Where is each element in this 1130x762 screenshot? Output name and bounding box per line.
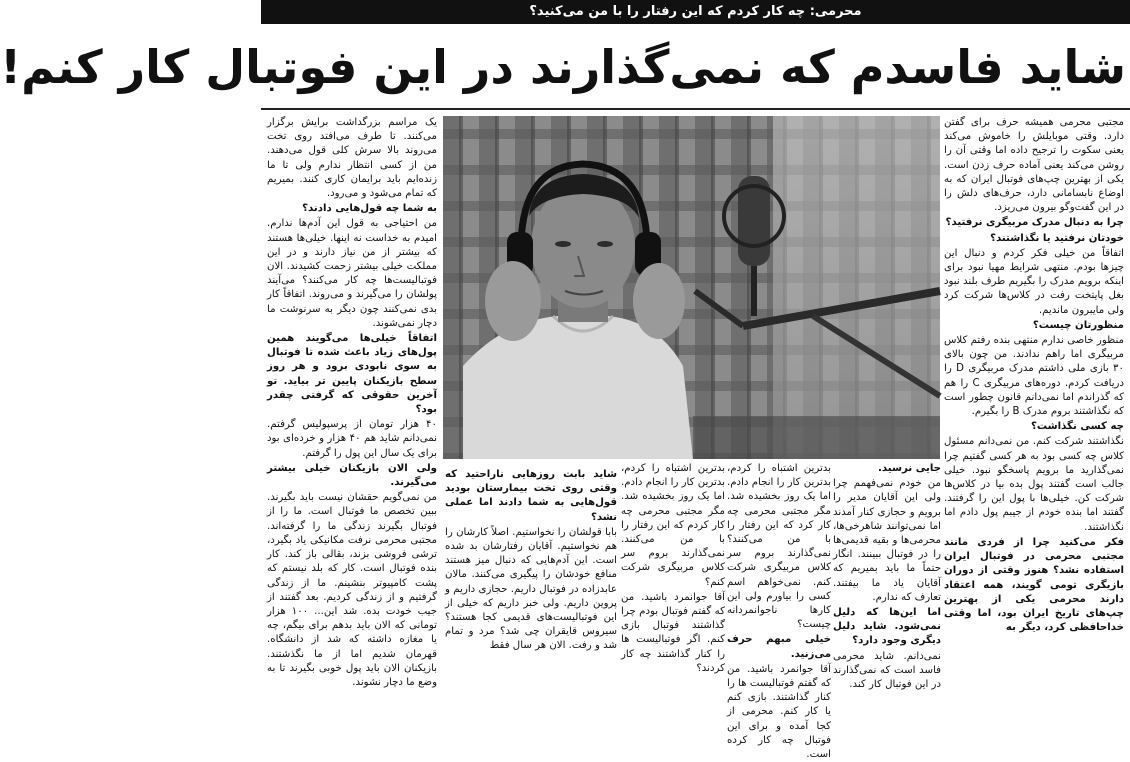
question-paragraph: اما این‌ها که دلیل نمی‌شود. شاید دلیل دیگری وجود دارد؟ bbox=[833, 607, 941, 647]
answer-paragraph: منظور خاصی ندارم منتهی بنده رفتم کلاس مربیگری اما راهم ندادند. من چون بالای ۳۰ بازی ملی داشتم مدرک مربیگری D را دریافت کردم. دوره‌های مربیگری C را هم که گذراندم اما نمی‌دانم قانون چطور است که نگذاشتند بروم مدرک B را بگیرم. bbox=[944, 335, 1124, 418]
answer-paragraph: بدترین اشتباه را کردم، بدترین کار را انجام دادم. اما یک روز بخشیده شد. مگر مجتبی محرمی چه کار کرد که این رفتار را با من می‌کنند؟ نمی‌گذارند بروم سر کلاس مربیگری شرکت کنم. نمی‌خواهم اسم کسی را بیاورم ولی این کارها ناجوانمردانه چیست؟ bbox=[727, 463, 831, 631]
column-bottom-2 bbox=[727, 462, 831, 761]
answer-paragraph: من احتیاجی به قول این آدم‌ها ندارم. امیدم به خداست نه اینها. خیلی‌ها هستند که بیشتر از من نیاز دارند و در این مملکت خیلی بیشتر زحمت کشیدند. الان فوتبالیست‌ها چه کار می‌کنند؟ می‌آیند پولشان را می‌گیرند و می‌روند. اتفاقاً کار بدی نمی‌کنند چون دیگر به سرنوشت ما دچار نمی‌شوند. bbox=[267, 218, 437, 329]
question-paragraph: خیلی مبهم حرف می‌زنید. bbox=[727, 634, 831, 660]
answer-paragraph: بدترین اشتباه را کردم، بدترین کار را انجام دادم. اما یک روز بخشیده شد. مگر مجتبی محرمی چه کار کردم که این رفتار را با من می‌کنند. نمی‌گذارند بروم سر کلاس مربیگری شرکت کنم؟ bbox=[621, 463, 725, 588]
answer-paragraph: ۴۰ هزار تومان از پرسپولیس گرفتم. نمی‌دانم شاید هم ۴۰ هزار و خرده‌ای بود برای یک سال این پول را گرفتم. bbox=[267, 419, 437, 459]
answer-paragraph: آقا جوانمرد باشید. من که گفتم فوتبالیست ها را کنار گذاشتند. بازی کنم یا کار کنم. محرمی از کجا آمده و برای این فوتبال چه کار کرده است. bbox=[727, 663, 831, 761]
question-paragraph: اتفاقاً خیلی‌ها می‌گویند همین پول‌های زیاد باعث شده تا فوتبال به سوی نابودی برود و هر روز سطح بازیکنان پایین تر بیاید. تو آخرین حقوقی که گرفتی چقدر بود؟ bbox=[267, 333, 437, 416]
answer-paragraph: مجتبی محرمی همیشه حرف برای گفتن دارد. وقتی موبایلش را خاموش می‌کند یعنی سکوت را ترجیح داده اما وقتی آن را روشن می‌کند یعنی آماده حرف زدن است. یکی از بهترین چپ‌های فوتبال ایران که به اوضاع نابسامانی دارد، حرف‌های دلش را در این گفت‌وگو بیرون می‌ریزد. bbox=[944, 117, 1124, 214]
question-paragraph: جایی نرسید. bbox=[878, 463, 941, 474]
question-paragraph: خودتان نرفتید یا نگذاشتند؟ bbox=[990, 232, 1124, 244]
column-left bbox=[267, 116, 437, 688]
question-paragraph: چرا به دنبال مدرک مربیگری نرفتید؟ bbox=[945, 217, 1124, 229]
answer-paragraph: من نمی‌گویم حقشان نیست باید بگیرند. ببین تخصص ما فوتبال است. ما را از فوتبال بگیرند زندگی ما را گرفته‌اند. مجتبی محرمی نرفت مکانیکی یاد بگیرد، ترشی فروشی بزند، بقالی باز کند. کار بنده فوتبال است. کار که بلد نیستم که پشت کامپیوتر بنشینم. ما از زندگی گرفتیم و از زندگی کردیم. بعد گفتند از جیب خودت بده. شد این... ۱۰۰ هزار تومانی که الان باید بدهم برای بیگم، چه یا مغازه داشته که شد از دانشگاه. قهرمان شدیم اما از ما نگذشتند. بازیکنان الان باید پول خوبی بگیرند تا به وضع ما دچار نشوند. bbox=[267, 492, 437, 688]
kicker: محرمی: چه کار کردم که این رفتار را با من می‌کنید؟ bbox=[261, 0, 1130, 24]
photo-illustration bbox=[443, 116, 940, 459]
question-paragraph: منظورتان چیست؟ bbox=[1032, 319, 1124, 331]
column-bottom-4 bbox=[445, 468, 617, 652]
answer-paragraph: نمی‌دانم. شاید محرمی فاسد است که نمی‌گذارند در این فوتبال کار کند. bbox=[833, 650, 941, 691]
column-bottom-1 bbox=[833, 462, 941, 691]
question-paragraph: چه کسی نگذاشت؟ bbox=[1030, 421, 1124, 433]
answer-paragraph: اتفاقاً من خیلی فکر کردم و دنبال این چیزها بودم. منتهی شرایط مهیا نبود برای اینکه برویم مدرک را بگیریم طرف بلند نبود بغل پایتخت رفت در کلاس‌ها شرکت کرد ولی مایبرون ماندیم. bbox=[944, 247, 1124, 316]
answer-paragraph: آقا جوانمرد باشید. من که گفتم فوتبال بودم چرا گذاشتند فوتبال بازی کنم. اگر فوتبالیست ها را کنار گذاشتند چه کار کردند؟ bbox=[621, 591, 725, 674]
column-right bbox=[944, 116, 1124, 646]
question-paragraph: شاید بابت روزهایی ناراحتید که وقتی روی تخت بیمارستان بودید قول‌هایی به شما دادند اما عملی نشد؟ bbox=[445, 469, 617, 523]
column-bottom-3 bbox=[621, 462, 725, 674]
answer-paragraph: من خودم نمی‌فهمم چرا ولی این آقایان مدیر را برویم و حجازی کنار آمدند اما نمی‌توانند شاهرخی‌ها، محرمی‌ها و بقیه قدیمی‌ها را در فوتبال ببینند. انگار حتماً ما باید بمیریم که آقایان یاد ما بیفتند. تعارف که ندارم. bbox=[833, 478, 941, 603]
headline: شاید فاسدم که نمی‌گذارند در این فوتبال کار کنم! bbox=[0, 40, 1126, 94]
answer-paragraph: بابا قولشان را نخواستیم. اصلاً کارشان را هم نخواستیم. آقایان رفتارشان بد شده است. این آدم‌هایی که دنبال میز هستند منافع خودشان را پیگیری می‌کنند. مالان عابدزاده در فوتبال داریم. حجازی داریم و پروین داریم. ولی خبر داریم که خیلی از این فوتبالیست‌های قدیمی کجا هستند؟ سیروس قایقران چی شد؟ مرد و تمام شد و رفت. الان هر سال فقط bbox=[445, 526, 617, 652]
headline-rule bbox=[261, 108, 1130, 110]
question-paragraph: به شما چه قول‌هایی دادند؟ bbox=[302, 203, 437, 215]
question-paragraph: فکر می‌کنید چرا از فردی مانند مجتبی محرمی در فوتبال ایران استفاده نشد؟ هنوز وقتی از دوران بازیگری تومی گویند، همه اعتقاد دارند محرمی یکی از بهترین چپ‌های تاریخ ایران بود، اما وقتی خداحافظی کرد، دیگر به bbox=[944, 536, 1124, 634]
answer-paragraph: یک مراسم بزرگداشت برایش برگزار می‌کنند. تا طرف می‌افتد روی تخت می‌روند بالا سرش کلی قول می‌دهند. من از کسی انتظار ندارم ولی تا ما زنده‌ایم باید برایمان کاری کنند. بمیریم که تمام می‌شود و می‌رود. bbox=[267, 117, 437, 200]
photo-man-with-headphones bbox=[443, 116, 940, 459]
answer-paragraph: نگذاشتند شرکت کنم. من نمی‌دانم مسئول کلاس چه کسی بود به هر کسی گفتیم چرا نمی‌گذارید ما برویم پاسخگو نبود. خیلی جالب است گفتند پول بده بیا در کلاس‌ها شرکت کن. خیلی‌ها با پول این را گرفتند. گفتند اما بنده خودم از جیبم پول دادم اما نگذاشتند. bbox=[944, 436, 1124, 533]
question-paragraph: ولی الان بازیکنان خیلی بیشتر می‌گیرند. bbox=[267, 462, 437, 489]
